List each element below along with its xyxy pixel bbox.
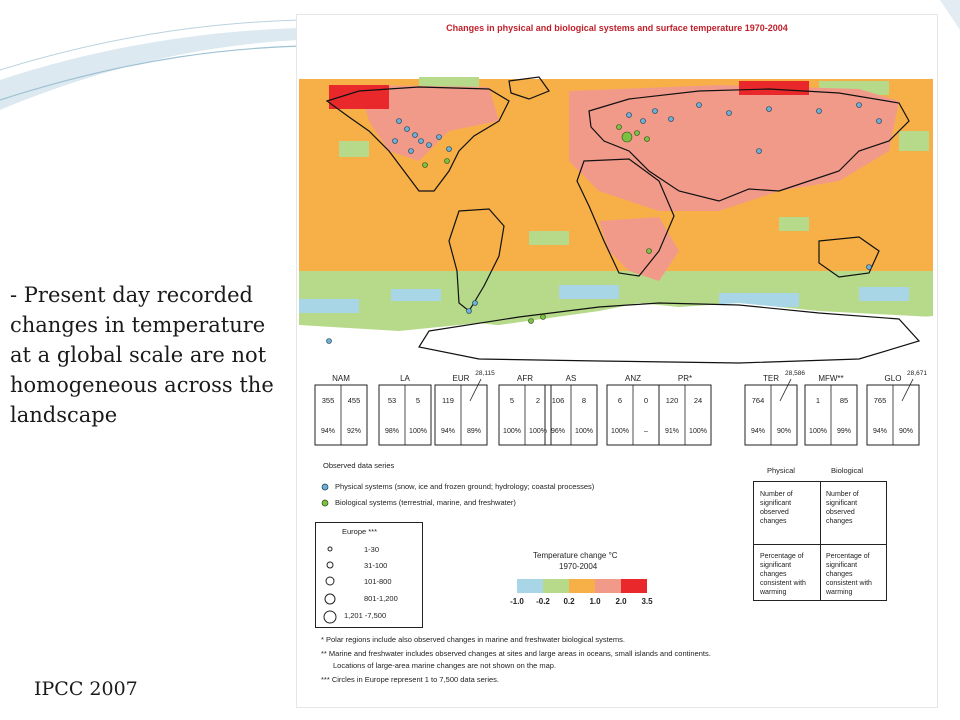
biological-marker xyxy=(322,500,328,506)
biological-series-label: Biological systems (terrestrial, marine, and freshwater) xyxy=(335,498,516,507)
region-code: GLO xyxy=(884,374,902,383)
colorbar-segment-5 xyxy=(621,579,647,593)
physical-marker xyxy=(322,484,328,490)
region-biological-count: 85 xyxy=(839,396,849,405)
temperature-colorbar xyxy=(503,577,673,607)
region-physical-pct: 98% xyxy=(384,428,400,435)
colorbar-segment-2 xyxy=(543,579,569,593)
temp-legend-period: 1970-2004 xyxy=(559,562,598,571)
series-markers xyxy=(319,482,331,512)
region-biological-pct: 90% xyxy=(898,428,914,435)
colorbar-tick-6: 3.5 xyxy=(641,597,653,606)
region-biological-pct: 90% xyxy=(776,428,792,435)
europe-large-cluster xyxy=(622,132,632,142)
region-code: TER xyxy=(763,374,779,383)
region-physical-pct: 94% xyxy=(320,428,336,435)
observed-series-heading: Observed data series xyxy=(323,461,395,470)
region-biological-count: 24 xyxy=(693,396,703,405)
key-physical-count: Number of significant observed changes xyxy=(760,491,793,525)
region-physical-pct: 100% xyxy=(809,428,827,435)
region-physical-pct: 100% xyxy=(611,428,629,435)
region-physical-count: 355 xyxy=(321,396,335,405)
region-biological-pct: 100% xyxy=(409,428,427,435)
europe-range-4: 801-1,200 xyxy=(364,594,398,603)
region-biological-pct: 89% xyxy=(466,428,482,435)
footnote-4: *** Circles in Europe represent 1 to 7,500 data series. xyxy=(321,675,500,684)
region-code: EUR xyxy=(452,374,470,383)
region-physical-pct: 94% xyxy=(440,428,456,435)
region-physical-count: 120 xyxy=(665,396,679,405)
region-physical-count: 764 xyxy=(751,396,765,405)
region-physical-pct: 94% xyxy=(750,428,766,435)
region-code: AS xyxy=(565,374,577,383)
region-physical-count: 53 xyxy=(387,396,397,405)
region-biological-pct: 99% xyxy=(836,428,852,435)
colorbar-tick-2: -0.2 xyxy=(536,597,550,606)
colorbar-tick-1: -1.0 xyxy=(510,597,524,606)
region-code: ANZ xyxy=(625,374,641,383)
key-header-physical: Physical xyxy=(767,466,795,475)
europe-legend-title: Europe *** xyxy=(342,527,378,536)
region-biological-pct: 92% xyxy=(346,428,362,435)
region-biological-pct: 100% xyxy=(529,428,547,435)
region-summary xyxy=(311,367,931,449)
region-physical-count: 1 xyxy=(815,396,821,405)
region-physical-count: 6 xyxy=(617,396,623,405)
region-physical-count: 765 xyxy=(873,396,887,405)
footnote-2: ** Marine and freshwater includes observed changes at sites and large areas in oceans, small islands and continents. xyxy=(321,649,711,658)
footnote-3: Locations of large-area marine changes are not shown on the map. xyxy=(333,661,557,670)
region-physical-pct: 100% xyxy=(503,428,521,435)
region-biological-pct: 100% xyxy=(575,428,593,435)
region-total-arrow xyxy=(780,379,791,401)
europe-legend xyxy=(315,522,423,628)
region-biological-count: 455 xyxy=(347,396,361,405)
europe-range-1: 1-30 xyxy=(364,545,380,554)
region-physical-pct: 91% xyxy=(664,428,680,435)
region-total: 28,115 xyxy=(475,370,495,377)
europe-range-2: 31-100 xyxy=(364,561,388,570)
temp-legend-title: Temperature change °C xyxy=(533,551,618,560)
region-biological-count: 8 xyxy=(581,396,587,405)
region-code: AFR xyxy=(517,374,533,383)
bullet-text: - Present day recorded changes in temperature at a global scale are not homogeneous across the landscape xyxy=(10,283,274,427)
colorbar-tick-3: 0.2 xyxy=(563,597,575,606)
region-physical-pct: 96% xyxy=(550,428,566,435)
region-biological-pct: 100% xyxy=(689,428,707,435)
region-code: MFW** xyxy=(818,374,844,383)
footnote-1: * Polar regions include also observed changes in marine and freshwater biological systems. xyxy=(321,635,625,644)
region-code: PR* xyxy=(677,374,693,383)
europe-range-5: 1,201 -7,500 xyxy=(344,611,387,620)
key-header-biological: Biological xyxy=(831,466,864,475)
region-biological-count: 2 xyxy=(535,396,541,405)
region-physical-count: 119 xyxy=(442,396,454,405)
colorbar-tick-4: 1.0 xyxy=(589,597,601,606)
region-biological-count: 5 xyxy=(415,396,421,405)
key-table xyxy=(753,481,887,601)
region-physical-pct: 94% xyxy=(872,428,888,435)
colorbar-segment-4 xyxy=(595,579,621,593)
source-credit: IPCC 2007 xyxy=(34,678,138,700)
europe-circle-sizes xyxy=(322,543,342,627)
key-biological-count: Number of significant observed changes xyxy=(826,491,859,525)
physical-series-label: Physical systems (snow, ice and frozen ground; hydrology; coastal processes) xyxy=(335,482,595,491)
europe-range-3: 101-800 xyxy=(364,577,392,586)
region-code: LA xyxy=(400,374,410,383)
region-total-arrow xyxy=(470,379,481,401)
figure-title: Changes in physical and biological systems and surface temperature 1970-2004 xyxy=(446,23,788,33)
key-biological-pct: Percentage of significant changes consistent with warming xyxy=(826,553,872,596)
colorbar-segment-3 xyxy=(569,579,595,593)
region-physical-count: 106 xyxy=(551,396,565,405)
ipcc-figure xyxy=(296,14,938,708)
world-map xyxy=(299,41,933,377)
region-physical-count: 5 xyxy=(509,396,515,405)
region-total-arrow xyxy=(902,379,913,401)
colorbar-tick-5: 2.0 xyxy=(615,597,627,606)
region-total: 28,671 xyxy=(907,370,927,377)
region-code: NAM xyxy=(332,374,350,383)
region-biological-pct: – xyxy=(644,428,648,435)
region-biological-count: 0 xyxy=(643,396,649,405)
key-physical-pct: Percentage of significant changes consistent with warming xyxy=(760,553,806,596)
region-total: 28,586 xyxy=(785,370,805,377)
colorbar-segment-1 xyxy=(517,579,543,593)
